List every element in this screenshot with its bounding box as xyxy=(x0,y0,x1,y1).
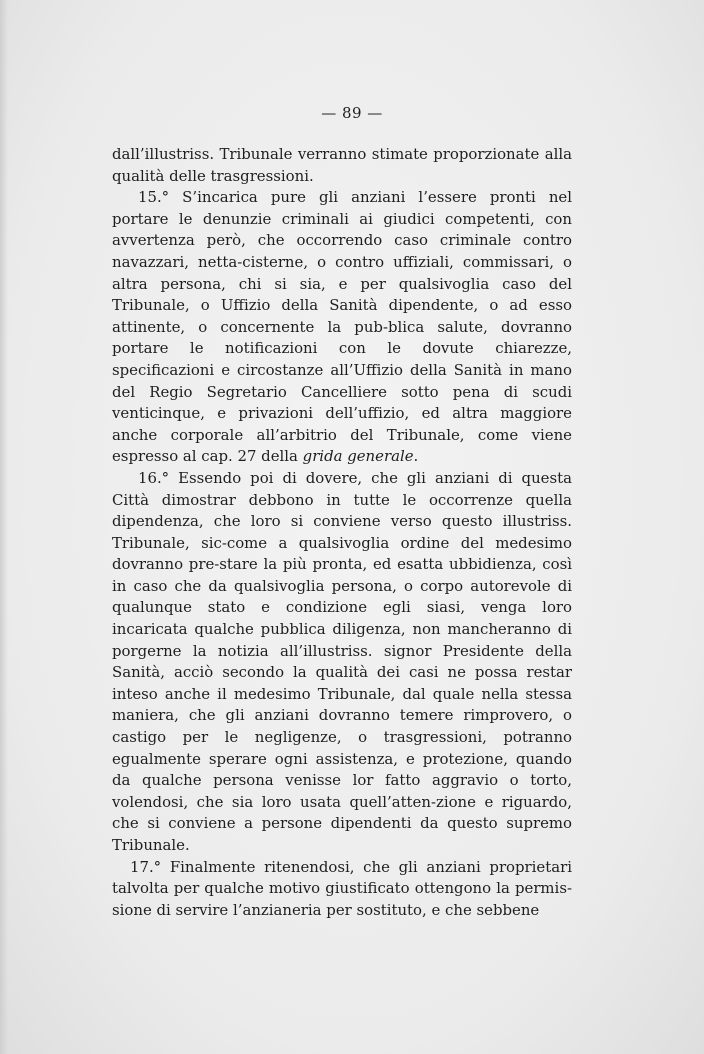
paragraph-17: 17.° Finalmente ritenendosi, che gli anziani proprietari talvolta per qualche motivo giustificato ottengono la permis-sione di servire l’anzianeria per sostituto, e che sebbene xyxy=(112,857,572,919)
paragraph-15 xyxy=(112,187,572,468)
body-text xyxy=(112,144,572,921)
page-number: — 89 — xyxy=(321,104,383,122)
paragraph-15-end: . xyxy=(413,447,419,466)
paragraph-15-italic: grida generale xyxy=(302,447,414,466)
paragraph-continuation: dall’illustriss. Tribunale verranno stimate proporzionate alla qualità delle trasgressioni. xyxy=(112,145,572,185)
paragraph-16: 16.° Essendo poi di dovere, che gli anziani di questa Città dimostrar debbono in tutte le occorrenze quella dipendenza, che loro si conviene verso questo illustriss. Tribunale, sic-come a qualsivoglia ordine del medesimo dovranno pre-stare la più pronta, ed esatta ubbidienza, così in caso che da qualsivoglia persona, o corpo autorevole di qualunque stato e condizione egli siasi, venga loro incaricata qualche pubblica diligenza, non mancheranno di porgerne la notizia all’illustriss. signor Presidente della Sanità, acciò secondo la qualità dei casi ne possa restar inteso anche il medesimo Tribunale, dal quale nella stessa maniera, che gli anziani dovranno temere rimprovero, o castigo per le negligenze, o trasgressioni, potranno egualmente sperare ogni assistenza, e protezione, quando da qualche persona venisse lor fatto aggravio o torto, volendosi, che sia loro usata quell’atten-zione e riguardo, che si conviene a persone dipendenti da questo supremo Tribunale. xyxy=(112,468,572,854)
page-edge-shadow xyxy=(0,0,8,1054)
paragraph-15-body: 15.° S’incarica pure gli anziani l’essere pronti nel portare le denunzie criminali ai giudici competenti, con avvertenza però, che occorrendo caso criminale contro navazzari, netta-cisterne, o contro uffiziali, commissari, o altra persona, chi si sia, e per qualsivoglia caso del Tribunale, o Uffizio della Sanità dipendente, o ad esso attinente, o concernente la pub-blica salute, dovranno portare le notificazioni con le dovute chiarezze, specificazioni e circostanze all’Uffizio della Sanità in mano del Regio Segretario Cancelliere sotto pena di scudi venticinque, e privazioni dell’uffizio, ed altra maggiore anche corporale all’arbitrio del Tribunale, come viene espresso al cap. 27 della xyxy=(112,188,572,466)
